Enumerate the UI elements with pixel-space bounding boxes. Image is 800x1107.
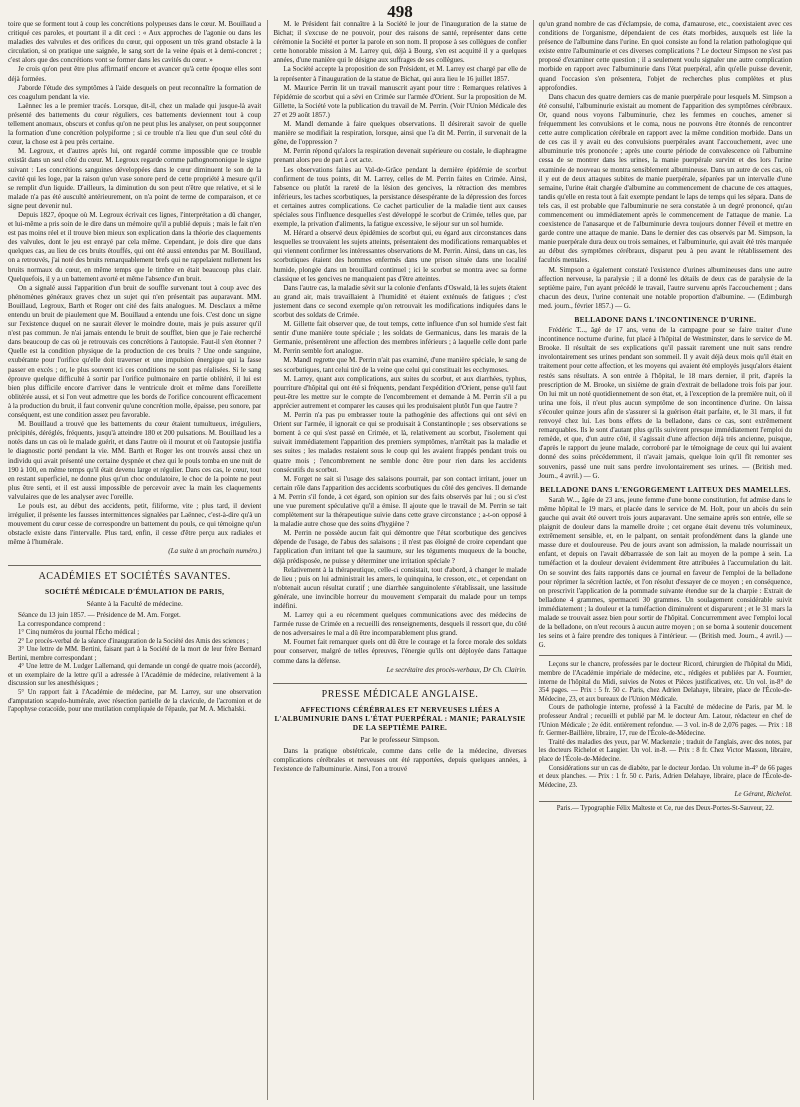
paragraph: Les observations faites au Val-de-Grâce pendant la dernière épidémie de scorbut confirment de tous points, dit M. Larrey, celles de M. Perrin faites en Crimée. Ainsi, l'absence ou plutôt la rareté de la lésion des gencives, la rétraction des membres inférieurs, les taches scorbutiques, la persistance désespérante de la dépression des forces et certaines autres complications. Ce cachet particulier de la maladie tient aux causes spéciales sous l'influence desquelles s'est développé le scorbut de Crimée, telles que, par exemple, la privation d'aliments, la fatigue excessive, le séjour sur un sol humide.: [273, 165, 527, 229]
paragraph: Je crois qu'on peut être plus affirmatif encore et avancer qu'à cette époque elles sont déjà formées.: [8, 65, 262, 83]
list-item: 3° Une lettre de MM. Bertini, faisant part à la Société de la mort de leur frère Bernard Bertini, membre correspondant ;: [8, 646, 262, 662]
paragraph: Sarah W..., âgée de 23 ans, jeune femme d'une bonne constitution, fut admise dans le même hôpital le 19 mars, et placée dans le service de M. Holt, pour un abcès du sein gauche qui avait été ouvert trois jours auparavant. Une semaine après son entrée, elle se plaignit de douleur dans la mamelle droite ; cet organe était devenu très volumineux, extrêmement sensible, et, en le palpant, on sentait profondément dans la glande une masse dure et douloureuse. Peu de jours avant son admission, la malade nourrissait un enfant, et depuis on l'avait débarrassée de son lait au moyen de la pompe à sein. La tuméfaction et la douleur devaient évidemment être attribuées à l'accumulation du lait. On se souvint des faits rapportés dans ce journal en faveur de l'emploi de la belladone pour réprimer la sécrétion lactée, et l'on résolut d'essayer de ce moyen ; en conséquence, on prescrivit l'application de la pommade suivante étendue sur de la charpie : Extrait de belladone 4 grammes, spermaceti 30 grammes. Un soulagement considérable suivit immédiatement ; la douleur et la tuméfaction diminuèrent et disparurent ; et le 31 mars la malade se trouvait assez bien pour sortir de l'hôpital. Concurremment avec l'emploi local de la belladone, on n'eut recours à aucun autre moyen ; on se borna à soutenir doucement les seins et à faire prendre des toniques à l'intérieur. — (British med. Journ., 4 avril.) — G.: [538, 495, 792, 650]
correspondence-intro: La correspondance comprend :: [18, 619, 106, 628]
article-heading-belladone-urine: BELLADONE DANS L'INCONTINENCE D'URINE.: [574, 315, 757, 324]
list-item: 2° Le procès-verbal de la séance d'inauguration de la Société des Amis des sciences ;: [18, 637, 249, 645]
article-heading-belladone-mamelles: BELLADONE DANS L'ENGORGEMENT LAITEUX DES MAMELLES.: [540, 484, 791, 494]
section-heading-press: PRESSE MÉDICALE ANGLAISE.: [273, 683, 526, 701]
column-1: [8, 20, 261, 1100]
notice-item: Considérations sur un cas de diabète, par le docteur Jordao. Un volume in-4° de 66 pages et deux planches. — Prix : 1 fr. 50 c. Paris, Adrien Delahaye, libraire, place de l'École-de-Médecine, 23.: [538, 764, 792, 789]
divider: [539, 655, 792, 656]
paragraph: M. Legroux, et d'autres après lui, ont regardé comme impossible que ce trouble existât dans un seul côté du cœur. M. Legroux regarde comme pathognomonique le signe suivant : Les concrétions sanguines développées dans le cœur diminuent le son de la cavité qui les loge, par la raison qu'un vase sonore perd de cette propriété à mesure qu'il se remplit d'un liquide. D'ailleurs, la diminution du son peut n'être que relative, et si le malade n'a pas été auscultè antérieurement, on n'a point de terme de comparaison, et ce signe peut devenir nul.: [8, 147, 262, 210]
paragraph: La Société accepte la proposition de son Président, et M. Larrey est chargé par elle de la représenter à l'inauguration de la statue de Bichat, qui aura lieu le 16 juillet 1857.: [273, 65, 527, 83]
paragraph: M. Larrey qui a eu récemment quelques communications avec des médecins de l'armée russe de Crimée en a recueilli des renseignements, desquels il ressort que, du côté de nos adversaires le mal a dû être incomparablement plus grand.: [273, 611, 527, 638]
paragraph: M. le Président fait connaître à la Société le jour de l'inauguration de la statue de Bichat; il s'excuse de ne pouvoir, pour des raisons de santé, représenter dans cette cérémonie la Société et porter la parole en son nom. Il propose à ses collègues de confier cette honorable mission à M. Larrey qui, déjà à Bourg, s'en est acquitté il y a quelques années, d'une manière qui le désigne aux suffrages de ses collègues.: [273, 20, 527, 65]
paragraph: M. Simpson a également constaté l'existence d'urines albumineuses dans une autre affection nerveuse, la paralysie ; il a donné les détails de deux cas de paralysie de la septième paire, l'un ayant précédé le travail, l'autre survenu après l'accouchement ; dans chacun des deux, l'urine contenait une notable proportion d'albumine. — (Edimburgh med. journ., février 1857.) — G.: [538, 265, 792, 310]
column-3: [533, 20, 792, 1100]
paragraph: On a signalé aussi l'apparition d'un bruit de souffle survenant tout à coup avec des phénomènes généraux graves chez un sujet qui n'en présentait pas auparavant. MM. Bouillaud, Legroux, Barth et Roger ont cité des faits analogues. M. Desclaux a même entendu un bruit de piaulement que M. Bouillaud a entendu une fois. C'est donc un signe sur l'existence duquel on ne saurait élever le moindre doute, mais je puis assurer qu'il n'est pas commun. Je n'ai jamais entendu le bruit de soufflet, bien que je l'aie recherché dans beaucoup de cas où je retrouvais ces concrétions à l'autopsie. Faut-il s'en étonner ? Quelle est la condition physique de la production de ces bruits ? Une onde sanguine, exubérante pour l'orifice qu'elle doit traverser et une impulsion énergique qui la fasse passer en excès ; or, le plus souvent ici ces conditions ne sont pas réalisées. Si le sang éprouve quelque difficulté à sortir par l'orifice pulmonaire en partie oblitéré, il lui est bien plus difficile encore d'arriver dans le ventricule droit et même dans l'oreillette oblitérée aussi, et si l'on veut admettre que les bords de l'orifice concourent efficacement à la production du bruit, il faut convenir qu'une concrétion molle, épaisse, peu sonore, par conséquent, est une condition assez peu favorable.: [8, 283, 262, 420]
section-heading-academies: ACADÉMIES ET SOCIÉTÉS SAVANTES.: [8, 565, 261, 583]
paragraph: J'aborde l'étude des symptômes à l'aide desquels on peut reconnaître la formation de ces coagulum pendant la vie.: [8, 83, 262, 101]
paragraph: M. Forget ne sait si l'usage des salaisons pourrait, par son contact irritant, jouer un certain rôle dans l'apparition des accidents scorbutiques du côté des gencives. Il demande à M. Perrin s'il fonde, à cet égard, son opinion sur des faits observés par lui ; ou si c'est une vue purement spéculative qu'il a émise. Il ajoute que le travail de M. Perrin se tait complètement sur la thérapeutique suivie dans cette grave circonstance ; a-t-on opposé à la maladie autre chose que des soins d'hygiène ?: [273, 474, 527, 529]
column-2: [267, 20, 526, 1100]
paragraph: Le pouls est, au début des accidents, petit, filiforme, vite ; plus tard, il devient irrégulier, il présente les fausses intermittences signalées par Laënnec, c'est-à-dire qu'à un mouvement du cœur cesse de correspondre un battement du pouls, ce qui témoigne qu'un obstacle existe dans l'intervalle. Plus tard, enfin, il cesse d'être perçu aux radiales et même à l'humérale.: [8, 501, 262, 547]
session-line: Séance du 13 juin 1857. — Présidence de M. Am. Forget.: [18, 610, 181, 619]
paragraph: M. Hérard a observé deux épidémies de scorbut qui, eu égard aux circonstances dans lesquelles se trouvaient les sujets atteints, présentaient des modifications remarquables et qui viennent confirmer les intéressantes observations de M. Perrin. Ainsi, dans un cas, les scorbutiques étaient des hommes enfermés dans une prison située dans une localité humide, plongée dans un brouillard continuel ; ici le scorbut se montra avec sa forme classique et les gencives ne manquaient pas d'être atteintes.: [273, 229, 527, 283]
list-item: 1° Cinq numéros du journal l'Écho médical ;: [18, 628, 140, 636]
paragraph: M. Larrey, quant aux complications, aux suites du scorbut, et aux diarrhées, typhus, pourriture d'hôpital qui ont été si fréquents, pendant l'expédition d'Orient, pense qu'il faut peut-être les mettre sur le compte de l'encombrement et demande à M. Perrin s'il a pu apprécier autrement et comparer les causes qui les produisaient plutôt l'un que l'autre ?: [273, 374, 527, 410]
paragraph: M. Fournet fait remarquer quels ont dû être le courage et la force morale des soldats pour conserver, malgré de telles épreuves, l'énergie qu'ils ont déployée dans l'attaque comme dans la défense.: [273, 638, 527, 665]
paragraph: M. Perrin n'a pas pu embrasser toute la pathogénie des affections qui ont sévi en Orient sur l'armée, il ignorait ce qui se produisait à Constantinople ; ses observations se bornent à ce qui s'est passé en Crimée, et là, relativement au scorbut, l'isolement qui suivait immédiatement l'apparition des premiers symptômes, n'arrêtait pas la maladie et ses suites ; les malades restaient sous le coup qui les avaient frappés pendant trois ou quatre mois ; l'encombrement ne semble donc être pour rien dans les accidents consécutifs du scorbut.: [273, 411, 527, 474]
paragraph: M. Mandl regrette que M. Perrin n'ait pas examiné, d'une manière spéciale, le sang de ses scorbutiques, tant celui tiré de la veine que celui qui constituait les ecchymoses.: [273, 356, 527, 374]
correspondence-list: [8, 629, 261, 715]
paragraph: Dans la pratique obstétricale, comme dans celle de la médecine, diverses complications cérébrales et nerveuses ont été rapportées, depuis quelques années, à l'existence de l'albuminurie. Ainsi, l'on a trouvé: [273, 747, 527, 774]
list-item: 4° Une lettre de M. Ludger Lallemand, qui demande un congé de quatre mois (accordé), et un exemplaire de la lettre qu'il a adressée à l'Académie de médecine, relativement à la discussion sur les anesthésiques ;: [8, 663, 262, 688]
paragraph: Dans chacun des quatre derniers cas de manie puerpérale pour lesquels M. Simpson a été consulté, l'albuminurie existait au moment de l'apparition des symptômes cérébraux. Or, quand nous voyons l'albuminurie, chez les femmes en couches, amener si fréquemment les convulsions et le coma, nous ne pouvons être étonnés de rencontrer cette autre complication cérébrale en rapport avec la même condition morbide. Dans un de ces cas il y avait eu des convulsions puerpérales avant l'accouchement, avec une albuminurie très prononcée ; après une courte période de convalescence où l'albumine cessa de se montrer dans les urines, la manie puerpérale survint et des lors l'urine examinée de nouveau se montra sensiblement albumineuse. Dans un autre de ces cas, où il y eut de deux attaques subites de manie puerpérale, séparées par un intervalle d'une semaine, l'urine était chargée d'albumine au commencement de chacune de ces attaques, tandis qu'elle en resta tout à fait exempte pendant le laps de temps qui les sépara. Dans de tels cas, il est probable que l'albuminurie ne sera constatée à un degré prononcé, qu'au commencement ou immédiatement après le commencement de l'attaque de manie. La coexistence de l'anasarque et de l'albuminurie devra toujours donner l'éveil et mettre en garde contre une attaque de manie. Dans le dernier des cas observés par M. Simpson, la manie puerpérale dura deux ou trois semaines, et l'albuminurie, qui avait été très marquée au début des symptômes cérébraux, disparut peu à peu avant le rétablissement des facultés mentales.: [538, 92, 792, 265]
paragraph: qu'un grand nombre de cas d'éclampsie, de coma, d'amaurose, etc., coexistaient avec ces conditions de l'organisme, dépendaient de ces états morbides, auxquels est liée la présence de l'albumine dans l'urine. En quoi consiste au fond la relation pathologique qui existe entre l'albuminurie et ces diverses complications ? Le docteur Simpson ne s'est pas proposé d'examiner cette question ; il a seulement voulu signaler une autre complication morbide en rapport avec l'albuminurie dans l'état puerpéral, afin qu'elle puisse devenir, quand l'occasion s'en présentera, l'objet de recherches plus complètes et plus approfondies.: [538, 20, 792, 92]
society-place: Séante à la Faculté de médecine.: [86, 598, 183, 608]
paragraph: M. Perrin ne possède aucun fait qui démontre que l'état scorbutique des gencives dépende de l'usage, de l'abus des salaisons ; il n'est pas éloigné de croire cependant que l'application d'un irritant tel que la saumure, sur les téguments muqueux de la bouche, déjà prédisposée, ne puisse y déterminer une irritation spéciale ?: [273, 529, 527, 565]
columns: [8, 20, 792, 1100]
paragraph: Depuis 1827, époque où M. Legroux écrivait ces lignes, l'interprétation a dû changer, et lui-même a pris soin de le dire dans un mémoire qu'il a publié depuis ; mais le fait n'en est pas moins réel et il trouve bien mieux son explication dans la théorie des claquements des valvules, dont le jeu est enrayé par cela même. Cependant, je dois dire que dans quelques cas, au lieu de ces bruits étouffés, qui ont été aussi entendus par M. Bouillaud, on a retrouvés, j'ai noté des bruits remarquablement brefs qui ne rappelaient nullement les bruits normaux du cœur, en même temps que le timbre en était beaucoup plus clair. Quelquefois, il y a un battement avorté et même l'absence d'un bruit.: [8, 210, 262, 283]
paragraph: M. Gillette fait observer que, de tout temps, cette influence d'un sol humide s'est fait sentir d'une manière toute spéciale ; les soldats de Germanicus, dans les marais de la Germanie, présentèrent une affection des membres inférieurs ; à laquelle celle dont parle M. Perrin semble fort analogue.: [273, 320, 527, 356]
notice-item: Leçons sur le chancre, professées par le docteur Ricord, chirurgien de l'hôpital du Midi, membre de l'Académie impériale de médecine, etc., rédigées et publiées par A. Fournier, interne de l'hôpital du Midi, suivies de Notes et Pièces justificatives, etc. Un vol. in-8° de 354 pages. — Prix : 5 fr. 50 c. Paris, chez Adrien Delahaye, libraire, place de l'École-de-Médecine, 23, et aux bureaux de l'Union Médicale.: [538, 661, 792, 703]
notice-item: Cours de pathologie interne, professé à la Faculté de médecine de Paris, par M. le professeur Andral ; recueilli et publié par M. le docteur Am. Latour, rédacteur en chef de l'Union Médicale ; 2e édit. entièrement refondue. — 3 vol. in-8 de 2,076 pages. — Prix : 18 fr. Germer-Baillière, libraire, 17, rue de l'École-de-Médecine.: [538, 704, 792, 738]
paragraph: M. Perrin répond qu'alors la respiration devenait supérieure ou costale, le diaphragme prenant alors peu de part à cet acte.: [273, 147, 527, 165]
continued-note: (La suite à un prochain numéro.): [168, 547, 262, 556]
printer-line: Paris.— Typographie Félix Malteste et Ce, rue des Deux-Portes-St-Sauveur, 22.: [539, 801, 792, 813]
paragraph: Frédéric T..., âgé de 17 ans, venu de la campagne pour se faire traiter d'une incontinence nocturne d'urine, fut placé à l'hôpital de Westminster, dans le service de M. Brooke. Il résultait de ses explications qu'il passait rarement une nuit sans rendre involontairement ses urines pendant son sommeil. Il y avait déjà deux mois qu'il était en traitement pour cette affection, et les moyens qui avaient été employés jusqu'alors étaient restés sans résultats. A son entrée à l'hôpital, le 18 mars dernier, il prit, d'après la prescription de M. Brooke, un sixième de grain d'extrait de belladone trois fois par jour. On lui mit un noté quotidiennement de son état, et, à l'exception de la première nuit, où il urina une fois, il n'eut plus aucun symptôme de son incontinence d'urine. On laissa s'écouler quinze jours afin de s'assurer si la guérison était parfaite, et, le 31 mars, il fut renvoyé chez lui. Les bons effets de la belladone, dans ce cas, sont extrêmement remarquables. Ils le sont d'autant plus qu'ils suivirent presque immédiatement l'emploi du remède, et que, d'un autre côté, il s'agissait d'une affection déjà très ancienne, puisque, d'après le rapport du jeune malade, corroboré par le témoignage de ceux qui lui avaient donné des soins précédemment, il n'avait jamais, quelque loin qu'il fît remonter ses souvenirs, passé une nuit sans perdre involontairement ses urines. — (British med. Journ., 4 avril.) — G.: [538, 326, 792, 480]
paragraph: Dans l'autre cas, la maladie sévit sur la colonie d'enfants d'Oswald, là les sujets étaient au grand air, mais travaillaient à l'humidité et étaient exténués de fatigues ; c'est justement dans ce second exemple qu'on retrouvait les modifications indiquées dans le scorbut des soldats de Crimée.: [273, 283, 527, 319]
paragraph: Laënnec les a le premier tracés. Lorsque, dit-il, chez un malade qui jusque-là avait présenté des battements du cœur réguliers, ces battements deviennent tout à coup tellement anomaux, obscurs et confus qu'on ne peut plus les analyser, on peut soupçonner la formation d'une concrétion polypiforme ; si ce trouble n'a lieu que d'un seul côté du cœur, la chose est à peu près certaine.: [8, 101, 262, 147]
secretary-signature: Le secrétaire des procès-verbaux, Dr Ch. Clairin.: [386, 665, 527, 674]
list-item: 5° Un rapport fait à l'Académie de médecine, par M. Larrey, sur une observation d'amputation scapulo-humérale, avec résection partielle de la clavicule, de l'acromion et de l'apophyse coracoïde, pour une mutilation compliquée de l'épaule, par M. A. Michalski.: [8, 689, 262, 714]
page-number: 498: [387, 2, 413, 21]
gerant-signature: Le Gérant, Richelot.: [734, 790, 792, 799]
article-author: Par le professeur Simpson.: [360, 735, 440, 745]
book-notices: [539, 661, 792, 790]
paragraph: M. Maurice Perrin lit un travail manuscrit ayant pour titre : Remarques relatives à l'épidémie de scorbut qui a sévi en Crimée sur l'armée d'Orient. Sur la proposition de M. Gillette, la Société vote la publication du travail de M. Perrin. (Voir l'Union Médicale des 27 et 29 août 1857.): [273, 83, 527, 119]
notice-item: Traité des maladies des yeux, par W. Mackenzie ; traduit de l'anglais, avec des notes, par les docteurs Richelot et Laugier. Un vol. in-8. — Prix : 8 fr. Chez Victor Masson, libraire, place de l'École-de-Médecine.: [538, 738, 792, 763]
paragraph: M. Bouillaud a trouvé que les battements du cœur étaient tumultueux, irréguliers, précipités, déréglés, fréquents, jusqu'à atteindre 180 et 200 pulsations. M. Bouillaud les a notés dans un cas où le malade guérit, et dans l'autre où il mourut et où l'autopsie justifia le diagnostic porté pendant la vie. MM. Barth et Roger les ont trouvés aussi chez un individu qui avait présenté une certaine dyspnée et chez qui le pouls tomba en une nuit de 190 à 100, en même temps qu'il était devenu large et régulier. Dans ces cas, le cœur, tout en restant superficiel, ne donne plus qu'un choc ondulatoire, le choc de la pointe ne peut plus être senti, et il est aussi impossible de percevoir avec la main les claquements valvulaires que de les analyser avec l'oreille.: [8, 420, 262, 501]
article-title: AFFECTIONS CÉRÉBRALES ET NERVEUSES LIÉES A L'ALBUMINURIE DANS L'ÉTAT PUERPÉRAL : MANIE; PARALYSIE DE LA SEPTIÈME PAIRE.: [274, 704, 526, 732]
paragraph: M. Mandl demande à faire quelques observations. Il désirerait savoir de quelle manière se modifiait la respiration, lorsque, ainsi que l'a dit M. Perrin, il survenait de la gêne, de l'oppression ?: [273, 120, 527, 147]
society-title: SOCIÉTÉ MÉDICALE D'ÉMULATION DE PARIS,: [45, 586, 225, 596]
paragraph: toire que se forment tout à coup les concrétions polypeuses dans le cœur. M. Bouillaud a critiqué ces paroles, et pourtant il a dit ceci : « Aux approches de l'agonie ou dans les maladies des valvules et des orifices du cœur, qui opposent un très grand obstacle à la circulation, si on pratique une saignée, le sang sort de la veine épais et à demi-concret ; c'est alors que des concrétions vont se former dans les cavités du cœur. »: [8, 20, 262, 65]
paragraph: Relativement à la thérapeutique, celle-ci consistait, tout d'abord, à changer le malade de lieu ; puis on lui administrait les amers, le quinquina, le cresson, etc., et cependant on n'obtenait aucun résultat curatif ; une diarrhée sanguinolente s'établissait, une lassitude générale, une invincible horreur du mouvement s'emparait du malade pour un temps indéfini.: [273, 565, 527, 610]
